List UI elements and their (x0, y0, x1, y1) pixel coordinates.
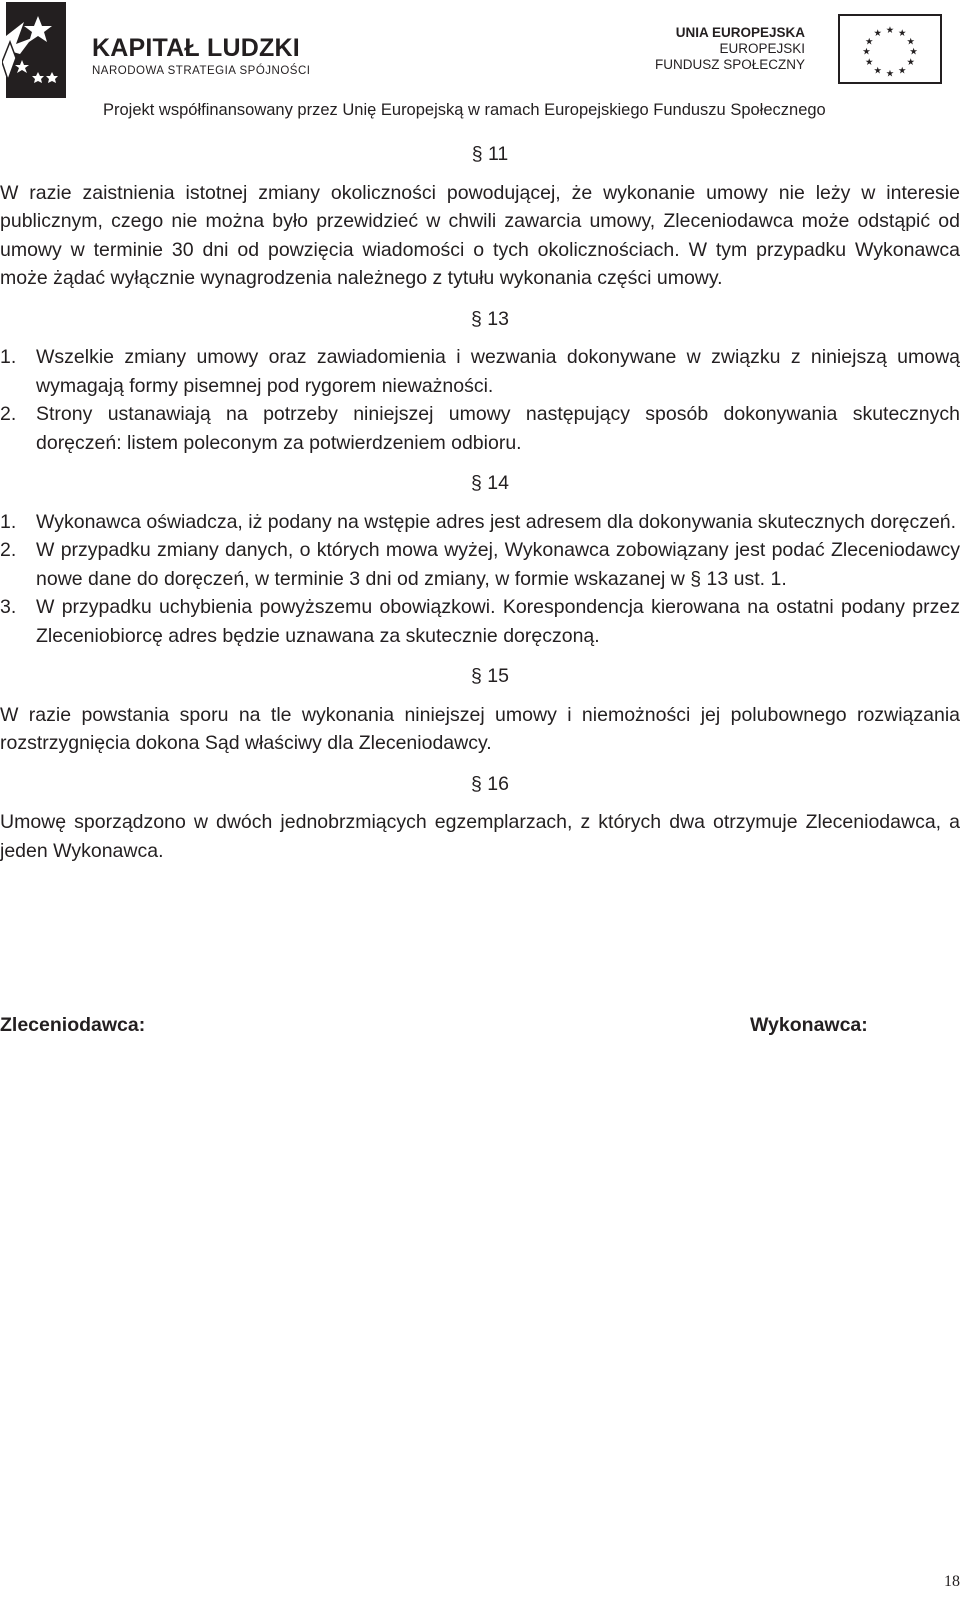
section-15-text: W razie powstania sporu na tle wykonania niniejszej umowy i niemożności jej polubownego rozwiązania rozstrzygnięcia dokona Sąd właściwy dla Zleceniodawcy. (0, 703, 960, 754)
eu-logo-text (655, 25, 805, 73)
section-16-text: Umowę sporządzono w dwóch jednobrzmiących egzemplarzach, z których dwa otrzymuje Zleceniodawca, a jeden Wykonawca. (0, 811, 960, 862)
section-13-list (0, 343, 960, 457)
list-item-text: W przypadku uchybienia powyższemu obowiązkowi. Korespondencja kierowana na ostatni podany przez Zleceniobiorcę adres będzie uznawana za skutecznie doręczoną. (36, 596, 960, 647)
svg-text:★: ★ (885, 24, 895, 36)
svg-text:★: ★ (909, 46, 918, 58)
list-item (0, 593, 960, 650)
section-heading-13: § 13 (471, 307, 509, 330)
list-item-text: Wszelkie zmiany umowy oraz zawiadomienia i wezwania dokonywane w związku z niniejszą umową wymagają formy pisemnej pod rygorem nieważności. (36, 346, 960, 397)
list-item (0, 343, 960, 400)
svg-text:★: ★ (873, 65, 882, 77)
section-heading-15: § 15 (471, 665, 509, 687)
list-item (0, 536, 960, 593)
signature-label-client: Zleceniodawca: (0, 1014, 146, 1036)
eu-line-2: EUROPEJSKI (719, 41, 805, 56)
list-item-number: 1. (0, 346, 17, 368)
section-heading-11: § 11 (471, 143, 509, 165)
list-item-text: Strony ustanawiają na potrzeby niniejszej umowy następujący sposób dokonywania skutecznych doręczeń: listem poleconym za potwierdzeniem odbioru. (36, 403, 960, 454)
svg-text:★: ★ (906, 57, 915, 69)
section-heading-16: § 16 (471, 772, 509, 795)
list-item (0, 508, 960, 537)
svg-text:★: ★ (862, 46, 871, 58)
svg-text:★: ★ (898, 65, 907, 77)
svg-text:★: ★ (865, 57, 874, 69)
svg-text:★: ★ (906, 36, 915, 48)
list-item-number: 2. (0, 403, 17, 425)
page-number: 18 (944, 1573, 960, 1590)
cofinancing-statement: Projekt współfinansowany przez Unię Europejską w ramach Europejskiego Funduszu Społecznego (103, 101, 826, 119)
list-item (0, 400, 960, 457)
section-heading-14: § 14 (471, 472, 509, 494)
eu-line-1: UNIA EUROPEJSKA (675, 25, 805, 40)
eu-flag-icon (838, 14, 942, 84)
list-item-text: Wykonawca oświadcza, iż podany na wstępie adres jest adresem dla dokonywania skutecznych doręczeń. (36, 510, 957, 533)
section-11-text: W razie zaistnienia istotnej zmiany okoliczności powodującej, że wykonanie umowy nie leży w interesie publicznym, czego nie można było przewidzieć w chwili zawarcia umowy, Zleceniodawca może odstąpić od umowy w terminie 30 dni od powzięcia wiadomości o tych okolicznościach. W tym przypadku Wykonawca może żądać wyłącznie wynagrodzenia należnego z tytułu wykonania części umowy. (0, 181, 960, 289)
eu-line-3: FUNDUSZ SPOŁECZNY (654, 57, 805, 72)
svg-text:★: ★ (898, 27, 907, 39)
kapital-ludzki-title: KAPITAŁ LUDZKI (92, 34, 300, 62)
kapital-ludzki-subtitle: NARODOWA STRATEGIA SPÓJNOŚCI (92, 65, 311, 77)
signature-label-contractor: Wykonawca: (750, 1014, 868, 1036)
svg-text:★: ★ (873, 27, 882, 39)
list-item-text: W przypadku zmiany danych, o których mowa wyżej, Wykonawca zobowiązany jest podać Zleceniodawcy nowe dane do doręczeń, w terminie 3 dni od zmiany, w formie wskazanej w § 13 ust. 1. (36, 539, 960, 590)
svg-text:★: ★ (865, 36, 874, 48)
list-item-number: 3. (0, 596, 17, 618)
kapital-ludzki-star-logo-icon (2, 2, 68, 98)
section-14-list (0, 508, 960, 651)
svg-text:★: ★ (885, 68, 895, 80)
list-item-number: 1. (0, 510, 17, 533)
contract-body (0, 140, 960, 865)
document-header (0, 0, 960, 130)
list-item-number: 2. (0, 539, 17, 561)
